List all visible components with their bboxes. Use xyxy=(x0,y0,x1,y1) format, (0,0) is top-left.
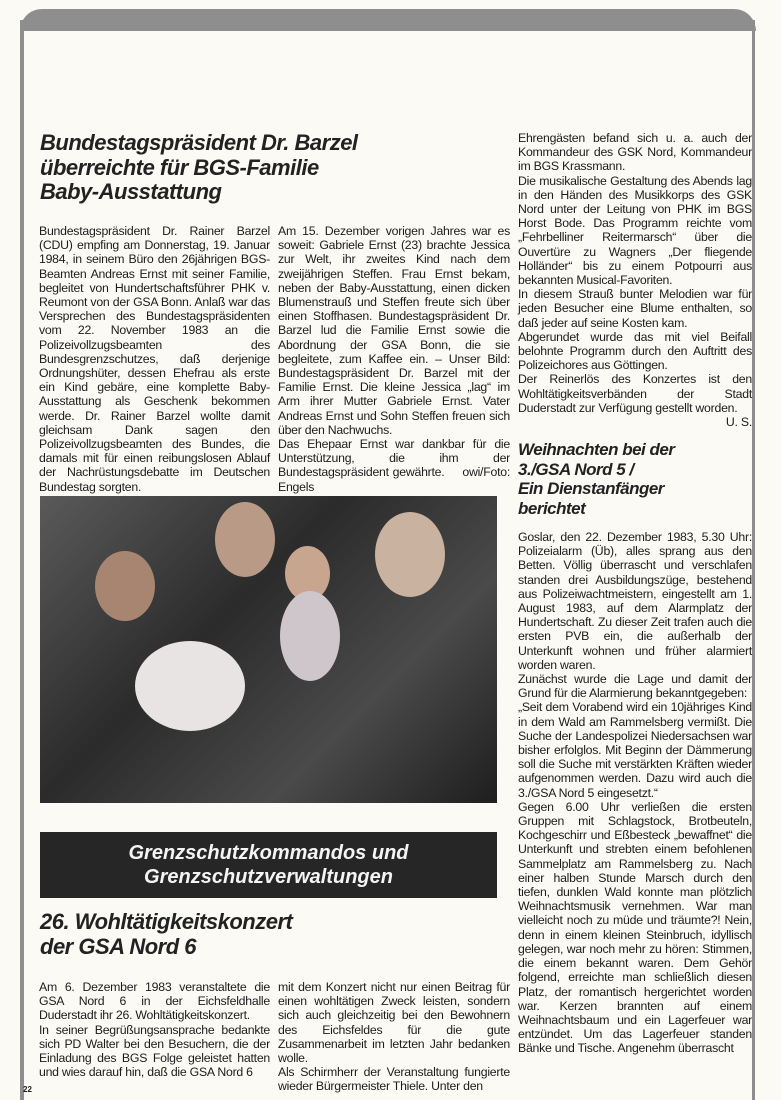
headline-line: 26. Wohltätigkeitskonzert xyxy=(40,909,293,934)
article1-column2 xyxy=(278,224,510,494)
paragraph-text: Das Ehepaar Ernst war dankbar für die Unterstützung, die ihm der Bundestagspräsident gewährte. xyxy=(278,437,510,480)
paragraph: Bundestagspräsident Dr. Rainer Barzel (CDU) empfing am Donnerstag, 19. Januar 1984, in seinem Büro den 26jährigen BGS-Beamten Andreas Ernst mit seiner Familie, begleitet von Hundertschaftsführer PHK v. Reumont von der GSA Bonn. Anlaß war das Versprechen des Bundestagspräsidenten vom 22. November 1983 an die Polizeivollzugsbeamten des Bundesgrenzschutzes, daß derjenige Ordnungshüter, dessen Ehefrau als erste ein Kind gebäre, eine komplette Baby-Ausstattung als Geschenk bekommen werde. Dr. Rainer Barzel wollte damit gleichsam Dank sagen den Polizeivollzugsbeamten des Bundes, die damals mit für einen reibungslosen Ablauf der Nachrüstungsdebatte im Deutschen Bundestag sorgten. xyxy=(39,224,270,494)
banner-line: Grenzschutzverwaltungen xyxy=(144,866,393,888)
headline-line: berichtet xyxy=(518,498,586,518)
paragraph: Am 6. Dezember 1983 veranstaltete die GSA Nord 6 in der Eichsfeldhalle Duderstadt ihr 26. Wohltätigkeitskonzert. xyxy=(39,980,270,1023)
author-signature: U. S. xyxy=(725,415,752,430)
page-frame-right xyxy=(752,20,755,1100)
headline-line: Bundestagspräsident Dr. Barzel xyxy=(40,130,358,155)
article2-column2 xyxy=(278,980,510,1094)
article2-headline xyxy=(40,910,480,959)
paragraph: Zunächst wurde die Lage und damit der Grund für die Alarmierung bekanntgegeben: xyxy=(518,672,752,701)
photo-figure xyxy=(215,502,275,577)
article2-column3 xyxy=(518,131,752,429)
paragraph: Am 15. Dezember vorigen Jahres war es soweit: Gabriele Ernst (23) brachte Jessica zur Welt, ihr zweites Kind nach dem zweijährigen Steffen. Frau Ernst bekam, neben der Baby-Ausstattung, einen dicken Blumenstrauß und Steffen freute sich über einen Stoffhasen. Bundestagspräsident Dr. Barzel lud die Familie Ernst sowie die Abordnung der GSA Bonn, die sie begleitete, zum Kaffee ein. – Unser Bild: Bundestagspräsident Dr. Barzel mit der Familie Ernst. Die kleine Jessica „lag“ im Arm ihrer Mutter Gabriele Ernst. Vater Andreas Ernst und Sohn Steffen freuen sich über den Nachwuchs. xyxy=(278,224,510,437)
family-photo xyxy=(40,496,497,803)
paragraph: In diesem Strauß bunter Melodien war für jeden Besucher eine Blume enthalten, so daß jeder auf seine Kosten kam. xyxy=(518,287,752,330)
photo-credit: owi/Foto: Engels xyxy=(278,465,510,494)
article1-column1 xyxy=(39,224,270,494)
paragraph xyxy=(278,437,510,494)
photo-figure xyxy=(375,512,445,597)
headline-line: Weihnachten bei der xyxy=(518,440,675,459)
photo-figure xyxy=(95,551,155,621)
paragraph: Als Schirmherr der Veranstaltung fungierte wieder Bürgermeister Thiele. Unter den xyxy=(278,1065,510,1094)
paragraph: mit dem Konzert nicht nur einen Beitrag für einen wohltätigen Zweck leisten, sondern sich auch gleichzeitig bei den Bewohnern des Eichsfeldes für die gute Zusammenarbeit im letzten Jahr bedanken wolle. xyxy=(278,980,510,1066)
paragraph: Der Reinerlös des Konzertes ist den Wohltätigkeitsverbänden der Stadt Duderstadt zur Verfügung gestellt worden. xyxy=(518,372,752,415)
paragraph: Abgerundet wurde das mit viel Beifall belohnte Programm durch den Auftritt des Polizeichores aus Göttingen. xyxy=(518,329,752,373)
page-frame-top xyxy=(20,9,756,31)
paragraph: „Seit dem Vorabend wird ein 10jähriges Kind in dem Wald am Rammelsberg vermißt. Die Suche der Landespolizei Niedersachsen war bisher erfolglos. Mit Beginn der Dämmerung soll die Suche mit verstärkten Kräften wieder aufgenommen werden. Dazu wird auch die 3./GSA Nord 5 eingesetzt.“ xyxy=(518,700,752,800)
banner-line: Grenzschutzkommandos und xyxy=(128,842,409,864)
article1-headline xyxy=(40,131,480,205)
photo-figure xyxy=(280,591,340,681)
article2-column1 xyxy=(39,980,270,1079)
paragraph: Ehrengästen befand sich u. a. auch der Kommandeur des GSK Nord, Kommandeur im BGS Krassmann. xyxy=(518,131,752,174)
paragraph: Goslar, den 22. Dezember 1983, 5.30 Uhr: Polizeialarm (Üb), alles sprang aus den Betten. Völlig überrascht und verschlafen standen drei Ausbildungszüge, bestehend aus Polizeiwachtmeistern, eingestellt am 1. August 1983, auf dem Alarmplatz der Hundertschaft. Zu dieser Zeit trafen auch die ersten PVB ein, die außerhalb der Unterkunft wohnen und früher alarmiert worden waren. xyxy=(518,530,752,672)
headline-line: überreichte für BGS-Familie xyxy=(40,154,319,180)
photo-baby xyxy=(135,641,245,731)
section-banner xyxy=(40,832,497,898)
article3-headline xyxy=(518,440,748,518)
headline-line: der GSA Nord 6 xyxy=(40,933,196,959)
paragraph: Gegen 6.00 Uhr verließen die ersten Gruppen mit Schlagstock, Brotbeuteln, Kochgeschirr und Eßbesteck „bewaffnet“ die Unterkunft und strebten einem befohlenen Sammelplatz am Rammelsberg zu. Nach einer halben Stunde Marsch durch den tiefen, dunklen Wald konnte man plötzlich Weihnachtsmusik vernehmen. War man vielleicht noch zu müde und träumte?! Nein, denn in einem kleinen Steinbruch, idyllisch gelegen, war noch mehr zu hören: Stimmen, die einem bekannt waren. Dem Gehör folgend, erreichte man schließlich diesen Platz, der romantisch hergerichtet worden war. Kerzen brannten auf einem Weihnachtsbaum und ein Lagerfeuer war entzündet. Um das Lagerfeuer standen Bänke und Tische. Angenehm überrascht xyxy=(518,799,752,1056)
page-number: 22 xyxy=(23,1085,32,1094)
paragraph: In seiner Begrüßungsansprache bedankte sich PD Walter bei den Besuchern, die der Einladung des BGS Folge geleistet hatten und wies darauf hin, daß die GSA Nord 6 xyxy=(39,1022,270,1080)
paragraph: Die musikalische Gestaltung des Abends lag in den Händen des Musikkorps des GSK Nord unter der Leitung von PHK im BGS Horst Bode. Das Programm reichte vom „Fehrbelliner Reitermarsch“ über die Ouvertüre zu Wagners „Der fliegende Holländer“ bis zu einem Potpourri aus bekannten Musical-Favoriten. xyxy=(518,173,752,288)
headline-line: Ein Dienstanfänger xyxy=(518,479,664,499)
headline-line: Baby-Ausstattung xyxy=(40,179,222,205)
headline-line: 3./GSA Nord 5 / xyxy=(518,459,634,479)
article3-body xyxy=(518,530,752,1056)
